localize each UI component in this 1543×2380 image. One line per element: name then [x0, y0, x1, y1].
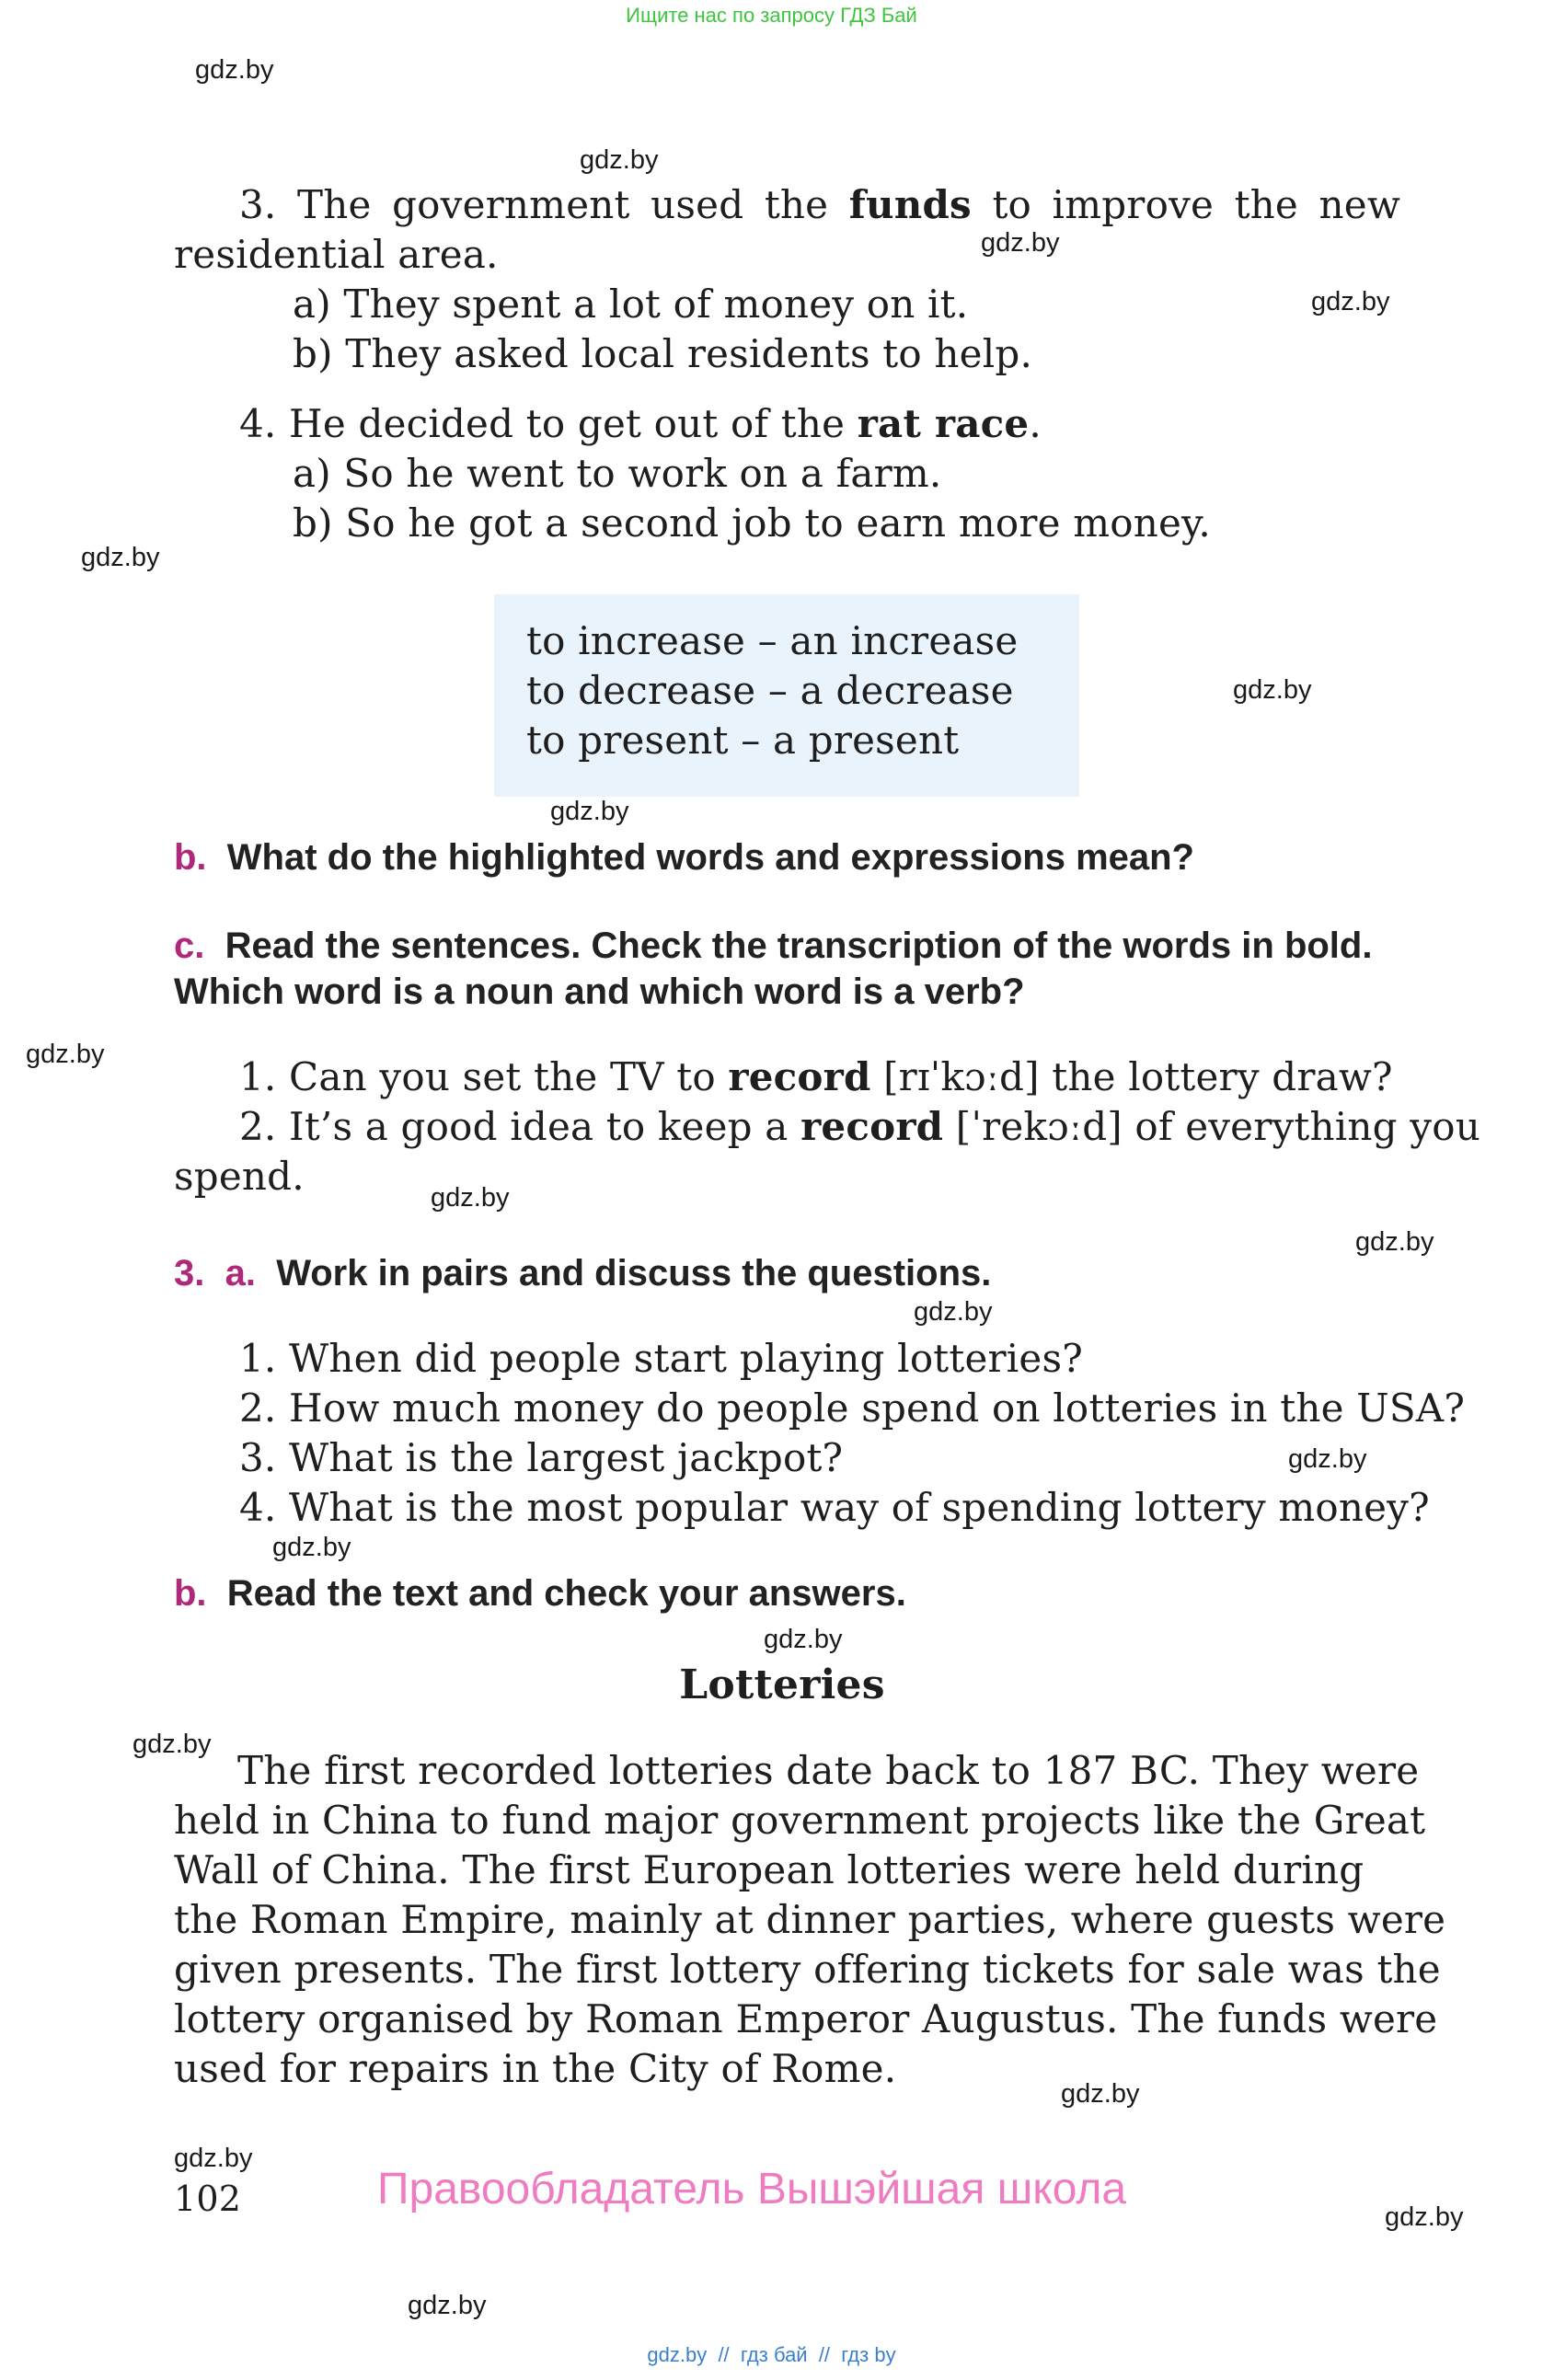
highlighted-word: funds: [848, 182, 972, 227]
watermark: gdz.by: [431, 1183, 510, 1213]
question-item: 2. How much money do people spend on lotteries in the USA?: [239, 1385, 1466, 1431]
watermark: gdz.by: [1355, 1227, 1434, 1257]
task-3b: [174, 1573, 906, 1615]
watermark: gdz.by: [272, 1533, 351, 1562]
bold-word: record: [728, 1054, 871, 1099]
sentence-text: to improve the new: [971, 182, 1400, 227]
task-label: b.: [174, 837, 207, 878]
option-b: b) So he got a second job to earn more money.: [293, 500, 1211, 546]
sentence-text: 1. Can you set the TV to: [239, 1054, 729, 1099]
option-b: b) They asked local residents to help.: [293, 331, 1033, 376]
watermark: gdz.by: [764, 1625, 843, 1654]
sentence-4: [239, 401, 1042, 446]
watermark: gdz.by: [1311, 287, 1390, 316]
transcription: [rɪˈkɔːd]: [870, 1054, 1040, 1099]
sentence-text: 2. It’s a good idea to keep a: [239, 1104, 801, 1149]
sentence-text: He decided to get out of the: [289, 401, 858, 446]
article-line: used for repairs in the City of Rome.: [174, 2046, 897, 2091]
watermark: gdz.by: [914, 1297, 993, 1327]
sentence-text: of everything you: [1122, 1104, 1480, 1149]
watermark: gdz.by: [132, 1730, 212, 1759]
article-line: held in China to fund major government projects like the Great: [174, 1798, 1426, 1843]
task-label: b.: [174, 1573, 207, 1614]
sentence-number: 3.: [239, 182, 277, 227]
vocab-line: to present – a present: [526, 718, 960, 763]
watermark: gdz.by: [1385, 2202, 1464, 2232]
article-line: given presents. The first lottery offering tickets for sale was the: [174, 1947, 1441, 1992]
option-a: a) They spent a lot of money on it.: [293, 282, 969, 327]
copyright-notice: Правообладатель Вышэйшая школа: [377, 2165, 1127, 2213]
sentence-text: the lottery draw?: [1039, 1054, 1393, 1099]
question-item: 4. What is the most popular way of spending lottery money?: [239, 1485, 1430, 1530]
task-c: [174, 926, 1372, 967]
record-sentence-2-continuation: spend.: [174, 1154, 305, 1199]
task-text: Read the text and check your answers.: [226, 1573, 906, 1614]
vocab-line: to increase – an increase: [526, 618, 1019, 663]
task-text: Work in pairs and discuss the questions.: [276, 1253, 992, 1293]
article-title: Lotteries: [679, 1661, 885, 1708]
sentence-text: .: [1029, 401, 1042, 446]
sentence-number: 4.: [239, 401, 277, 446]
watermark: gdz.by: [174, 2144, 253, 2173]
task-text: What do the highlighted words and expressions mean?: [226, 837, 1194, 878]
watermark: gdz.by: [26, 1040, 105, 1069]
task-b: [174, 837, 1194, 879]
sentence-3: [239, 182, 1400, 227]
option-a: a) So he went to work on a farm.: [293, 451, 942, 496]
top-search-link[interactable]: Ищите нас по запросу ГДЗ Бай: [626, 4, 917, 27]
watermark: gdz.by: [195, 55, 274, 85]
task-3a: [174, 1253, 991, 1294]
bold-word: record: [800, 1104, 944, 1149]
transcription: [ˈrekɔːd]: [943, 1104, 1123, 1149]
watermark: gdz.by: [1288, 1444, 1367, 1474]
article-line: lottery organised by Roman Emperor Augustus. The funds were: [174, 1996, 1438, 2041]
highlighted-word: rat race: [857, 401, 1030, 446]
question-item: 3. What is the largest jackpot?: [239, 1435, 844, 1480]
task-label: c.: [174, 926, 205, 966]
watermark: gdz.by: [408, 2291, 487, 2320]
watermark: gdz.by: [550, 797, 629, 826]
watermark: gdz.by: [81, 543, 160, 572]
article-line: the Roman Empire, mainly at dinner parties, where guests were: [174, 1897, 1446, 1942]
question-item: 1. When did people start playing lotteries?: [239, 1336, 1083, 1381]
sentence-3-continuation: residential area.: [174, 232, 499, 277]
bottom-links[interactable]: gdz.by // гдз бай // гдз by: [647, 2343, 896, 2366]
exercise-number: 3.: [174, 1253, 205, 1293]
sentence-text: The government used the: [297, 182, 849, 227]
article-line: Wall of China. The first European lotteries were held during: [174, 1847, 1365, 1892]
task-c-line2: Which word is a noun and which word is a verb?: [174, 972, 1025, 1012]
record-sentence-2: [239, 1104, 1480, 1149]
page-number: 102: [174, 2179, 242, 2219]
task-label: a.: [225, 1253, 256, 1293]
task-text: Read the sentences. Check the transcription of the words in bold.: [225, 926, 1373, 966]
vocab-line: to decrease – a decrease: [526, 668, 1014, 713]
watermark: gdz.by: [1233, 675, 1312, 705]
watermark: gdz.by: [981, 228, 1060, 258]
record-sentence-1: [239, 1054, 1393, 1099]
article-line: The first recorded lotteries date back to 187 BC. They were: [237, 1748, 1420, 1793]
watermark: gdz.by: [1061, 2079, 1140, 2109]
watermark: gdz.by: [580, 145, 659, 175]
